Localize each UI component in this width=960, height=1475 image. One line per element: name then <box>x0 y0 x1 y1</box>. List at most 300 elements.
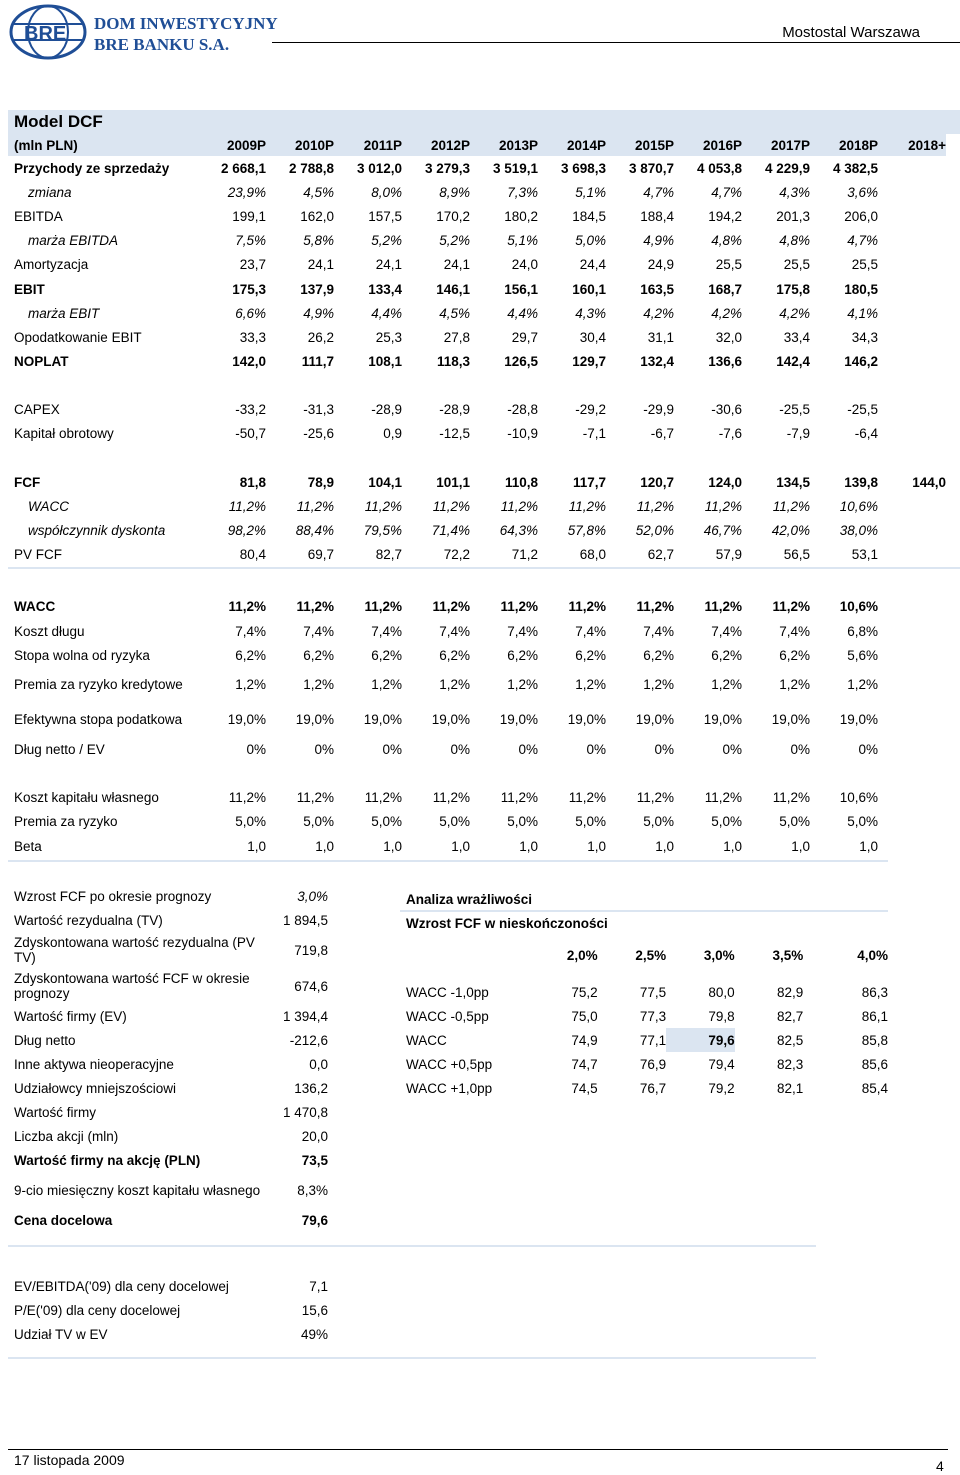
tv-value: -212,6 <box>289 1032 328 1048</box>
cell-value: 1,2% <box>507 677 538 693</box>
growth-header: 3,0% <box>703 947 735 963</box>
cell-value <box>878 494 946 518</box>
cell-value: 19,0% <box>703 712 742 728</box>
sensitivity-value: 82,7 <box>776 1008 804 1024</box>
multiple-row <box>8 1322 328 1346</box>
cell-value: -30,6 <box>711 402 742 418</box>
cell-value: 5,0% <box>643 814 674 830</box>
row-label: Przychody ze sprzedaży <box>14 160 170 176</box>
table-row <box>8 277 946 301</box>
sensitivity-table <box>400 942 888 1100</box>
sensitivity-value: 82,5 <box>776 1032 804 1048</box>
cell-value: 19,0% <box>635 712 674 728</box>
cell-value: 10,6% <box>839 498 878 514</box>
cell-value: 7,4% <box>711 623 742 639</box>
cell-value: 1,2% <box>235 677 266 693</box>
cell-value: 10,6% <box>839 790 878 806</box>
cell-value: 7,4% <box>439 623 470 639</box>
cell-value: -25,5 <box>847 402 878 418</box>
cell-value: 25,5 <box>851 257 878 273</box>
row-label: zmiana <box>28 184 72 200</box>
cell-value: 6,2% <box>575 647 606 663</box>
cell-value <box>878 702 946 737</box>
cell-value: 19,0% <box>363 712 402 728</box>
cell-value <box>878 229 946 253</box>
cell-value: 4,9% <box>643 233 674 249</box>
tv-row <box>8 1100 328 1124</box>
cell-value: 4,8% <box>711 233 742 249</box>
table-row <box>8 180 946 204</box>
table-row <box>8 643 946 667</box>
cell-value: 57,8% <box>567 523 606 539</box>
cell-value: 0% <box>722 741 742 757</box>
sensitivity-row <box>400 980 888 1004</box>
tv-value: 8,3% <box>297 1182 328 1198</box>
cell-value: 38,0% <box>839 523 878 539</box>
tv-row <box>8 1208 328 1232</box>
cell-value: 11,2% <box>432 498 470 514</box>
cell-value: 6,6% <box>235 305 266 321</box>
cell-value: -7,6 <box>718 426 742 442</box>
cell-value: 175,8 <box>776 281 810 297</box>
cell-value: 82,7 <box>375 547 402 563</box>
cell-value: 124,0 <box>708 474 742 490</box>
cell-value: 11,2% <box>364 790 402 806</box>
cell-value: 5,1% <box>507 233 538 249</box>
sensitivity-value: 74,9 <box>571 1032 598 1048</box>
cell-value: 136,6 <box>708 354 742 370</box>
cell-value: 11,2% <box>636 790 674 806</box>
cell-value: 180,5 <box>844 281 878 297</box>
year-header: 2018+ <box>878 134 946 156</box>
sensitivity-value: 79,2 <box>708 1080 735 1096</box>
cell-value: 11,2% <box>500 790 538 806</box>
cell-value: 19,0% <box>227 712 266 728</box>
section-divider <box>8 1245 816 1247</box>
tv-value: 1 470,8 <box>282 1104 328 1120</box>
cell-value: 1,2% <box>303 677 334 693</box>
cell-value: 5,0% <box>303 814 334 830</box>
cell-value: 7,4% <box>779 623 810 639</box>
cell-value: 4,7% <box>847 233 878 249</box>
cell-value <box>878 301 946 325</box>
cell-value: 25,3 <box>375 329 402 345</box>
cell-value: 33,4 <box>783 329 810 345</box>
tv-label: Wartość firmy (EV) <box>14 1008 127 1024</box>
cell-value: 4,3% <box>779 184 810 200</box>
table-row <box>8 494 946 518</box>
cell-value: 11,2% <box>704 790 742 806</box>
year-header: 2016P <box>674 134 742 156</box>
cell-value: 11,2% <box>228 599 266 615</box>
cell-value: 11,2% <box>704 498 742 514</box>
cell-value: 5,0% <box>779 814 810 830</box>
cell-value: 1,2% <box>575 677 606 693</box>
row-label: Premia za ryzyko kredytowe <box>14 677 183 693</box>
cell-value: 69,7 <box>307 547 334 563</box>
tv-value: 1 394,4 <box>282 1008 328 1024</box>
cell-value: 81,8 <box>239 474 266 490</box>
cell-value: 5,0% <box>235 814 266 830</box>
cell-value: 160,1 <box>572 281 606 297</box>
row-label: marża EBITDA <box>28 233 119 249</box>
cell-value: 62,7 <box>647 547 674 563</box>
cell-value: 19,0% <box>431 712 470 728</box>
sensitivity-value: 86,3 <box>861 984 888 1000</box>
cell-value <box>878 786 946 810</box>
table-row <box>8 301 946 325</box>
cell-value: -7,1 <box>582 426 606 442</box>
multiple-label: Udział TV w EV <box>14 1326 108 1342</box>
section-divider <box>8 1357 816 1359</box>
cell-value: 57,9 <box>715 547 742 563</box>
cell-value: 3,6% <box>847 184 878 200</box>
table-row <box>8 253 946 277</box>
cell-value: 1,2% <box>371 677 402 693</box>
cell-value: 30,4 <box>579 329 606 345</box>
sensitivity-row <box>400 1004 888 1028</box>
sensitivity-value: 77,1 <box>639 1032 667 1048</box>
cell-value: -50,7 <box>235 426 266 442</box>
cell-value: 11,2% <box>568 599 606 615</box>
tv-label: Zdyskontowana wartość FCF w okresie prognozy <box>14 971 250 1001</box>
cell-value: 111,7 <box>301 354 334 370</box>
cell-value: 1,2% <box>779 677 810 693</box>
cell-value: -28,9 <box>371 402 402 418</box>
spacer-row <box>8 567 946 595</box>
cell-value: 142,4 <box>776 354 810 370</box>
cell-value: 0% <box>518 741 538 757</box>
cell-value: 4,8% <box>779 233 810 249</box>
row-label: Dług netto / EV <box>14 741 105 757</box>
row-label: PV FCF <box>14 547 63 563</box>
row-label: EBITDA <box>14 208 63 224</box>
tv-row <box>8 932 328 968</box>
cell-value: 11,2% <box>296 498 334 514</box>
cell-value: 23,7 <box>239 257 266 273</box>
table-row <box>8 422 946 446</box>
page-number: 4 <box>936 1458 944 1474</box>
cell-value: 11,2% <box>636 498 674 514</box>
cell-value: 33,3 <box>239 329 266 345</box>
table-row <box>8 204 946 228</box>
cell-value <box>878 834 946 858</box>
cell-value: 126,5 <box>504 354 538 370</box>
cell-value: 1,2% <box>711 677 742 693</box>
cell-value <box>878 643 946 667</box>
table-row <box>8 810 946 834</box>
cell-value: 120,7 <box>640 474 674 490</box>
cell-value: 0% <box>586 741 606 757</box>
cell-value: 26,2 <box>307 329 334 345</box>
cell-value: 68,0 <box>579 547 606 563</box>
table-row <box>8 470 946 494</box>
row-label: CAPEX <box>14 402 60 418</box>
tv-label: Udziałowcy mniejszościowi <box>14 1080 177 1096</box>
cell-value: 129,7 <box>572 354 606 370</box>
cell-value: 6,2% <box>235 647 266 663</box>
cell-value: 11,2% <box>636 599 674 615</box>
cell-value: -29,2 <box>575 402 606 418</box>
footer-date: 17 listopada 2009 <box>14 1452 125 1468</box>
sensitivity-value: 82,1 <box>776 1080 804 1096</box>
cell-value: -29,9 <box>643 402 674 418</box>
year-header: 2015P <box>606 134 674 156</box>
sensitivity-divider <box>400 910 888 912</box>
cell-value: 27,8 <box>443 329 470 345</box>
row-label: WACC <box>28 498 70 514</box>
cell-value: 108,1 <box>368 354 402 370</box>
cell-value: 133,4 <box>368 281 402 297</box>
row-label: Stopa wolna od ryzyka <box>14 647 150 663</box>
cell-value: 8,9% <box>439 184 470 200</box>
tv-value: 136,2 <box>294 1080 328 1096</box>
year-header: 2010P <box>266 134 334 156</box>
cell-value: 64,3% <box>499 523 538 539</box>
cell-value: 146,2 <box>844 354 878 370</box>
cell-value <box>878 810 946 834</box>
multiple-label: P/E('09) dla ceny docelowej <box>14 1302 181 1318</box>
tv-value: 73,5 <box>301 1152 328 1168</box>
cell-value: 78,9 <box>307 474 334 490</box>
cell-value: 1,0 <box>315 838 334 854</box>
cell-value: 8,0% <box>371 184 402 200</box>
cell-value: 4,5% <box>439 305 470 321</box>
cell-value: 201,3 <box>776 208 810 224</box>
cell-value: 6,2% <box>711 647 742 663</box>
cell-value: 1,0 <box>791 838 810 854</box>
sensitivity-header-row <box>400 942 888 968</box>
bre-logo <box>8 2 278 62</box>
cell-value: 1,0 <box>519 838 538 854</box>
year-header: 2009P <box>198 134 266 156</box>
cell-value: 4,7% <box>711 184 742 200</box>
tv-label: 9-cio miesięczny koszt kapitału własnego <box>14 1182 261 1198</box>
cell-value: 19,0% <box>839 712 878 728</box>
cell-value: 4,4% <box>371 305 402 321</box>
header-divider <box>272 42 960 43</box>
wacc-label: WACC -1,0pp <box>406 984 489 1000</box>
cell-value <box>878 422 946 446</box>
table-row <box>8 595 946 619</box>
tv-label: Zdyskontowana wartość rezydualna (PV TV) <box>14 935 255 965</box>
cell-value: 34,3 <box>851 329 878 345</box>
cell-value: 132,4 <box>640 354 674 370</box>
cell-value: 19,0% <box>567 712 606 728</box>
cell-value: 184,5 <box>572 208 606 224</box>
cell-value: 56,5 <box>783 547 810 563</box>
cell-value: 4,3% <box>575 305 606 321</box>
sensitivity-value: 85,4 <box>861 1080 888 1096</box>
tv-row <box>8 1004 328 1028</box>
tv-row <box>8 1124 328 1148</box>
cell-value: 7,4% <box>507 623 538 639</box>
cell-value: 24,1 <box>443 257 470 273</box>
table-row <box>8 229 946 253</box>
cell-value: 194,2 <box>708 208 742 224</box>
section-divider <box>8 567 960 569</box>
wacc-label: WACC -0,5pp <box>406 1008 489 1024</box>
cell-value: 4,5% <box>303 184 334 200</box>
tv-row <box>8 908 328 932</box>
cell-value: 6,2% <box>439 647 470 663</box>
tv-row <box>8 1148 328 1172</box>
cell-value: 2 668,1 <box>220 160 266 176</box>
cell-value: 0% <box>246 741 266 757</box>
cell-value: 7,4% <box>303 623 334 639</box>
cell-value: 4,2% <box>711 305 742 321</box>
cell-value: 1,0 <box>723 838 742 854</box>
row-label: współczynnik dyskonta <box>28 523 166 539</box>
cell-value: 117,7 <box>572 474 606 490</box>
cell-value: 71,4% <box>431 523 470 539</box>
tv-row <box>8 1076 328 1100</box>
cell-value <box>878 595 946 619</box>
cell-value: 0% <box>790 741 810 757</box>
cell-value <box>878 350 946 374</box>
cell-value: 4,2% <box>779 305 810 321</box>
cell-value: -6,7 <box>650 426 674 442</box>
cell-value: 11,2% <box>772 599 810 615</box>
tv-row <box>8 1052 328 1076</box>
cell-value: 175,3 <box>232 281 266 297</box>
cell-value: 1,0 <box>587 838 606 854</box>
cell-value: -25,6 <box>303 426 334 442</box>
cell-value: 3 870,7 <box>628 160 674 176</box>
growth-header: 3,5% <box>772 947 804 963</box>
bre-logo-mark <box>8 2 278 62</box>
cell-value: 1,0 <box>451 838 470 854</box>
tv-label: Liczba akcji (mln) <box>14 1128 119 1144</box>
cell-value: 170,2 <box>436 208 470 224</box>
cell-value: 5,0% <box>575 233 606 249</box>
tv-label: Cena docelowa <box>14 1212 113 1228</box>
cell-value: 7,4% <box>371 623 402 639</box>
cell-value <box>878 667 946 702</box>
cell-value: 46,7% <box>703 523 742 539</box>
table-row <box>8 543 946 567</box>
cell-value: 5,0% <box>575 814 606 830</box>
terminal-value-table <box>8 884 328 1232</box>
cell-value: 3 279,3 <box>424 160 470 176</box>
multiple-row <box>8 1274 328 1298</box>
table-row <box>8 518 946 542</box>
table-row <box>8 398 946 422</box>
cell-value: 0% <box>450 741 470 757</box>
table-row <box>8 350 946 374</box>
cell-value: 4,7% <box>643 184 674 200</box>
sensitivity-value: 75,0 <box>571 1008 598 1024</box>
cell-value: 1,0 <box>383 838 402 854</box>
row-label: Koszt długu <box>14 623 85 639</box>
sensitivity-row <box>400 1052 888 1076</box>
cell-value <box>878 518 946 542</box>
cell-value: 11,2% <box>228 498 266 514</box>
table-row <box>8 667 946 702</box>
tv-row <box>8 884 328 908</box>
table-row <box>8 325 946 349</box>
cell-value: 3 519,1 <box>492 160 538 176</box>
target-price-highlight: 79,6 <box>666 1028 735 1052</box>
cell-value: 11,2% <box>432 599 470 615</box>
cell-value: 11,2% <box>772 498 810 514</box>
row-label: NOPLAT <box>14 354 69 370</box>
dcf-table <box>8 134 946 858</box>
cell-value: 134,5 <box>776 474 810 490</box>
cell-value: 5,0% <box>371 814 402 830</box>
cell-value: 5,0% <box>847 814 878 830</box>
sensitivity-value: 77,3 <box>639 1008 667 1024</box>
cell-value: 72,2 <box>443 547 470 563</box>
cell-value: 137,9 <box>300 281 334 297</box>
cell-value: 0% <box>858 741 878 757</box>
cell-value: 5,2% <box>439 233 470 249</box>
cell-value: 206,0 <box>844 208 878 224</box>
cell-value: 139,8 <box>844 474 878 490</box>
cell-value: 118,3 <box>436 354 470 370</box>
tv-row <box>8 1028 328 1052</box>
cell-value: 24,9 <box>647 257 674 273</box>
cell-value: 11,2% <box>704 599 742 615</box>
cell-value: 5,2% <box>371 233 402 249</box>
logo-line1: DOM INWESTYCYJNY <box>94 14 278 33</box>
cell-value: 5,0% <box>711 814 742 830</box>
cell-value <box>878 737 946 761</box>
cell-value: 11,2% <box>296 599 334 615</box>
spacer-row <box>8 446 946 470</box>
cell-value <box>878 398 946 422</box>
cell-value: 6,2% <box>371 647 402 663</box>
cell-value: 168,7 <box>708 281 742 297</box>
sensitivity-value: 80,0 <box>708 984 735 1000</box>
sensitivity-value: 79,8 <box>708 1008 735 1024</box>
cell-value: 0% <box>654 741 674 757</box>
cell-value: 11,2% <box>568 498 606 514</box>
cell-value: 11,2% <box>364 498 402 514</box>
sensitivity-value: 82,9 <box>776 984 804 1000</box>
table-row <box>8 619 946 643</box>
cell-value: 5,6% <box>847 647 878 663</box>
table-row <box>8 737 946 761</box>
company-name: Mostostal Warszawa <box>782 24 920 41</box>
year-header: 2012P <box>402 134 470 156</box>
spacer-row <box>8 762 946 786</box>
cell-value: 6,2% <box>779 647 810 663</box>
multiple-value: 49% <box>300 1326 328 1342</box>
cell-value: 23,9% <box>227 184 266 200</box>
cell-value: 180,2 <box>504 208 538 224</box>
sensitivity-title: Analiza wrażliwości <box>406 892 533 907</box>
cell-value: 71,2 <box>511 547 538 563</box>
year-header: 2017P <box>742 134 810 156</box>
row-label: Koszt kapitału własnego <box>14 790 159 806</box>
row-label: Beta <box>14 838 42 854</box>
cell-value: 2 788,8 <box>288 160 334 176</box>
table-row <box>8 834 946 858</box>
sensitivity-value: 76,9 <box>639 1056 667 1072</box>
cell-value: 199,1 <box>232 208 266 224</box>
table-row <box>8 702 946 737</box>
cell-value: 29,7 <box>511 329 538 345</box>
cell-value: 25,5 <box>783 257 810 273</box>
row-label: Efektywna stopa podatkowa <box>14 712 183 728</box>
cell-value: -28,9 <box>439 402 470 418</box>
tv-value: 719,8 <box>294 942 328 958</box>
cell-value: 19,0% <box>771 712 810 728</box>
tv-label: Wartość firmy na akcję (PLN) <box>14 1152 201 1168</box>
cell-value: -10,9 <box>507 426 538 442</box>
cell-value <box>878 325 946 349</box>
